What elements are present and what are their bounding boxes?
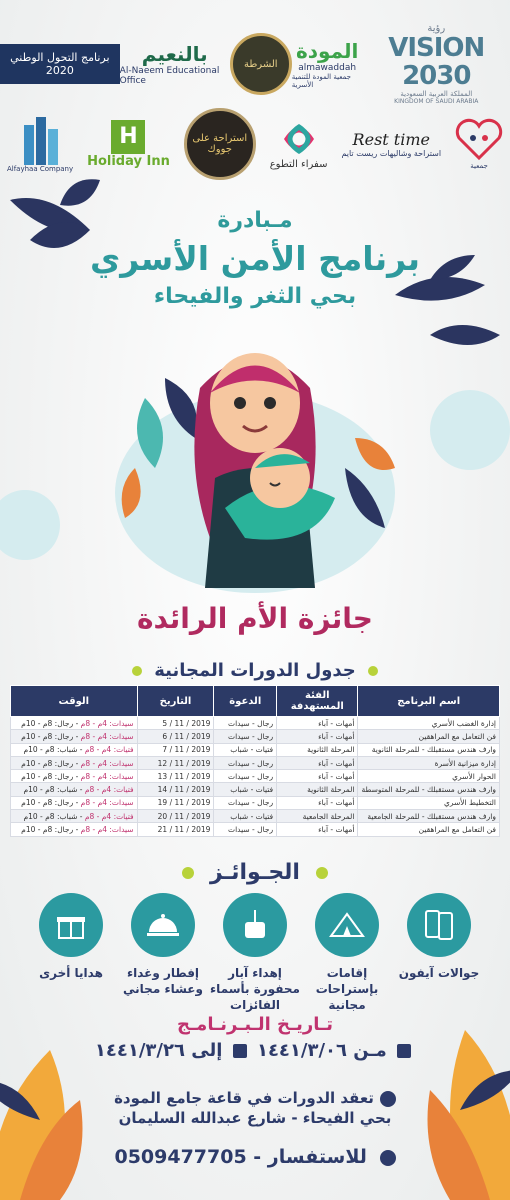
cell-invite: رجال - سيدات bbox=[214, 756, 277, 769]
prize-item bbox=[301, 893, 393, 1014]
time-men: - رجال: 8م - 10م bbox=[21, 771, 81, 781]
prizes-title bbox=[0, 860, 510, 885]
cell-date: 2019 / 11 / 5 bbox=[137, 717, 214, 730]
prize-label: إقامات بإستراحات مجانية bbox=[315, 966, 379, 1013]
logo-volunteer-text: سفراء التطوع bbox=[269, 158, 328, 170]
tent-icon bbox=[315, 893, 379, 957]
prize-label: إهداء آبار محفورة بأسماء الفائزات bbox=[210, 966, 300, 1013]
cell-target: المرحلة الثانوية bbox=[277, 783, 358, 796]
logo-rest-time bbox=[341, 130, 441, 158]
cell-date: 2019 / 11 / 20 bbox=[137, 810, 214, 823]
cell-date: 2019 / 11 / 14 bbox=[137, 783, 214, 796]
cell-program-name: وارف هندس مستقبلك - للمرحلة الثانوية bbox=[358, 743, 500, 756]
cell-time bbox=[11, 770, 138, 783]
cell-time bbox=[11, 783, 138, 796]
logo-mawaddah bbox=[292, 39, 363, 89]
prizes-title-text: الجـوائـز bbox=[210, 860, 300, 885]
bullet-dot-icon bbox=[368, 666, 378, 676]
time-men: - رجال: 8م - 10م bbox=[21, 825, 81, 835]
prize-label: جوالات آيفون bbox=[398, 966, 480, 980]
cell-target: أمهات - آباء bbox=[277, 823, 358, 836]
logo-family-charity bbox=[455, 118, 503, 170]
time-women: سيدات: 4م - 8م bbox=[80, 758, 134, 768]
bullet-dot-icon bbox=[132, 666, 142, 676]
vision-arabic: رؤية bbox=[427, 22, 446, 34]
program-subtitle: بحي الثغر والفيحاء bbox=[153, 284, 357, 309]
cell-invite: رجال - سيدات bbox=[214, 717, 277, 730]
contact-info bbox=[0, 1146, 510, 1168]
cell-target: أمهات - آباء bbox=[277, 717, 358, 730]
logo-ntp-text: برنامج التحول الوطني 2020 bbox=[10, 50, 110, 77]
cell-time bbox=[11, 743, 138, 756]
cell-program-name: وارف هندس مستقبلك - للمرحلة المتوسطة bbox=[358, 783, 500, 796]
col-time: الوقت bbox=[11, 686, 138, 717]
col-date: التاريخ bbox=[137, 686, 214, 717]
cell-invite: رجال - سيدات bbox=[214, 796, 277, 809]
cell-date: 2019 / 11 / 12 bbox=[137, 756, 214, 769]
prize-item bbox=[209, 893, 301, 1014]
prize-item bbox=[117, 893, 209, 1014]
cell-time bbox=[11, 810, 138, 823]
table-row bbox=[11, 756, 500, 769]
cell-target: أمهات - آباء bbox=[277, 796, 358, 809]
date-from: ١٤٤١/٣/٠٦ bbox=[256, 1040, 348, 1061]
table-row bbox=[11, 810, 500, 823]
logo-police-text: الشرطة bbox=[243, 58, 278, 70]
col-target: الفئة المستهدفة bbox=[277, 686, 358, 717]
program-title: برنامج الأمن الأسري bbox=[89, 239, 421, 278]
logo-family-text: جمعية bbox=[470, 162, 488, 170]
time-women: فتيات: 4م - 8م bbox=[84, 785, 134, 795]
cell-program-name: إدارة ميزانية الأسرة bbox=[358, 756, 500, 769]
time-men: - رجال: 8م - 10م bbox=[21, 758, 81, 768]
time-women: سيدات: 4م - 8م bbox=[80, 718, 134, 728]
vision-sub-ar: المملكة العربية السعودية bbox=[400, 89, 473, 98]
holiday-inn-h-icon: H bbox=[111, 120, 145, 154]
cell-date: 2019 / 11 / 13 bbox=[137, 770, 214, 783]
prize-item bbox=[393, 893, 485, 1014]
logo-mawaddah-sub: جمعية المودة للتنمية الأسرية bbox=[291, 73, 351, 89]
col-program-name: اسم البرنامج bbox=[358, 686, 500, 717]
contact-phone[interactable]: 0509477705 bbox=[114, 1146, 247, 1168]
heart-family-icon bbox=[455, 118, 503, 162]
prize-item bbox=[25, 893, 117, 1014]
cell-target: أمهات - آباء bbox=[277, 730, 358, 743]
cell-time bbox=[11, 717, 138, 730]
logo-alnaeem-sub: Al-Naeem Educational Office bbox=[119, 66, 220, 86]
program-date-range bbox=[0, 1040, 510, 1061]
cell-program-name: الحوار الأسري bbox=[358, 770, 500, 783]
sponsor-logos-top bbox=[0, 22, 510, 105]
table-row bbox=[11, 770, 500, 783]
volunteer-knot-icon bbox=[279, 119, 319, 159]
logo-alnaeem-text: بالنعيم bbox=[141, 42, 208, 66]
prize-label: إفطار وغداء وعشاء مجاني bbox=[123, 966, 203, 997]
schedule-table bbox=[10, 685, 500, 837]
phone-call-icon bbox=[380, 1150, 396, 1166]
time-women: فتيات: 4م - 8م bbox=[84, 811, 134, 821]
vision-sub-en: KINGDOM OF SAUDI ARABIA bbox=[394, 97, 479, 105]
time-men: - رجال: 8م - 10م bbox=[21, 731, 81, 741]
logo-ala-jawwak bbox=[184, 108, 256, 180]
bullet-dot-icon bbox=[316, 867, 328, 879]
cell-program-name: وارف هندس مستقبلك - للمرحلة الجامعية bbox=[358, 810, 500, 823]
time-women: سيدات: 4م - 8م bbox=[80, 798, 134, 808]
logo-holiday-inn bbox=[87, 120, 170, 169]
schedule-body bbox=[11, 717, 500, 837]
logo-mawaddah-text: المودة bbox=[295, 39, 359, 63]
logo-national-transformation bbox=[0, 44, 120, 84]
building-icon bbox=[20, 115, 60, 165]
vision-title: VISION 2030 bbox=[388, 32, 485, 92]
location-info bbox=[0, 1088, 510, 1129]
prize-label: هدايا أخرى bbox=[39, 966, 103, 980]
table-row bbox=[11, 730, 500, 743]
cell-invite: رجال - سيدات bbox=[214, 730, 277, 743]
cell-date: 2019 / 11 / 6 bbox=[137, 730, 214, 743]
table-row bbox=[11, 783, 500, 796]
date-from-label: مـن bbox=[353, 1040, 387, 1061]
time-men: - شباب: 8م - 10م bbox=[23, 745, 85, 755]
cell-program-name: فن التعامل مع المراهقين bbox=[358, 823, 500, 836]
cell-date: 2019 / 11 / 7 bbox=[137, 743, 214, 756]
logo-rest-time-text: Rest time bbox=[352, 130, 430, 149]
cell-invite: رجال - سيدات bbox=[214, 770, 277, 783]
calendar-icon bbox=[397, 1044, 411, 1058]
col-invite: الدعوة bbox=[214, 686, 277, 717]
time-women: سيدات: 4م - 8م bbox=[80, 731, 134, 741]
ala-jawwak-badge-icon bbox=[184, 108, 256, 180]
cloche-icon bbox=[131, 893, 195, 957]
table-row bbox=[11, 823, 500, 836]
gift-icon bbox=[39, 893, 103, 957]
cell-date: 2019 / 11 / 21 bbox=[137, 823, 214, 836]
table-row bbox=[11, 796, 500, 809]
logo-volunteer-ambassadors bbox=[270, 119, 328, 170]
logo-rest-time-sub: استراحة وشاليهات ريست تايم bbox=[341, 149, 442, 158]
cell-time bbox=[11, 756, 138, 769]
location-line1: تعقد الدورات في قاعة جامع المودة bbox=[114, 1089, 374, 1107]
table-row bbox=[11, 717, 500, 730]
sponsor-logos-bottom bbox=[0, 105, 510, 183]
time-men: - رجال: 8م - 10م bbox=[21, 718, 81, 728]
cell-target: المرحلة الثانوية bbox=[277, 743, 358, 756]
time-women: سيدات: 4م - 8م bbox=[80, 825, 134, 835]
cell-time bbox=[11, 823, 138, 836]
date-to: ١٤٤١/٣/٢٦ bbox=[94, 1040, 185, 1061]
logo-police bbox=[230, 33, 292, 95]
logo-holiday-inn-text: Holiday Inn bbox=[87, 153, 170, 169]
mother-baby-illustration bbox=[105, 318, 405, 598]
police-emblem-icon bbox=[230, 33, 292, 95]
schedule-header-row bbox=[11, 686, 500, 717]
logo-ala-text: استراحة على جووك bbox=[192, 133, 248, 155]
logo-alfayha-company bbox=[7, 115, 73, 173]
logo-alfayha-text: Alfayhaa Company bbox=[6, 165, 74, 173]
cell-time bbox=[11, 796, 138, 809]
award-title: جائزة الأم الرائدة bbox=[137, 602, 373, 635]
cell-program-name: إدارة الغضب الأسري bbox=[358, 717, 500, 730]
cell-invite: فتيات - شباب bbox=[214, 783, 277, 796]
time-men: - شباب: 8م - 10م bbox=[23, 811, 85, 821]
date-to-label: إلى bbox=[191, 1040, 223, 1061]
schedule-title-text: جدول الدورات المجانية bbox=[154, 660, 356, 681]
cell-invite: رجال - سيدات bbox=[214, 823, 277, 836]
cell-target: أمهات - آباء bbox=[277, 756, 358, 769]
cell-target: المرحلة الجامعية bbox=[277, 810, 358, 823]
logo-vision-2030 bbox=[363, 23, 510, 105]
time-men: - رجال: 8م - 10م bbox=[21, 798, 81, 808]
time-women: سيدات: 4م - 8م bbox=[80, 771, 134, 781]
cell-program-name: فن التعامل مع المراهقين bbox=[358, 730, 500, 743]
time-women: فتيات: 4م - 8م bbox=[84, 745, 134, 755]
phone-icon bbox=[407, 893, 471, 957]
cell-target: أمهات - آباء bbox=[277, 770, 358, 783]
table-row bbox=[11, 743, 500, 756]
logo-alnaeem bbox=[120, 42, 230, 86]
cell-program-name: التخطيط الأسري bbox=[358, 796, 500, 809]
location-line2: بحي الفيحاء - شارع عبدالله السليمان bbox=[118, 1109, 392, 1128]
well-icon bbox=[223, 893, 287, 957]
cell-date: 2019 / 11 / 19 bbox=[137, 796, 214, 809]
cell-time bbox=[11, 730, 138, 743]
calendar-icon bbox=[233, 1044, 247, 1058]
logo-mawaddah-en: almawaddah bbox=[298, 63, 357, 73]
prizes-list bbox=[25, 893, 485, 1014]
cell-invite: فتيات - شباب bbox=[214, 743, 277, 756]
initiative-header bbox=[0, 208, 510, 309]
cell-invite: فتيات - شباب bbox=[214, 810, 277, 823]
program-date-title: تـاريـخ الـبـرنـامـج bbox=[177, 1014, 333, 1035]
location-pin-icon bbox=[380, 1091, 396, 1107]
time-men: - شباب: 8م - 10م bbox=[23, 785, 85, 795]
schedule-title bbox=[0, 660, 510, 681]
initiative-label: مـبادرة bbox=[217, 208, 293, 233]
contact-label: للاستفسار - bbox=[253, 1146, 367, 1168]
bullet-dot-icon bbox=[182, 867, 194, 879]
